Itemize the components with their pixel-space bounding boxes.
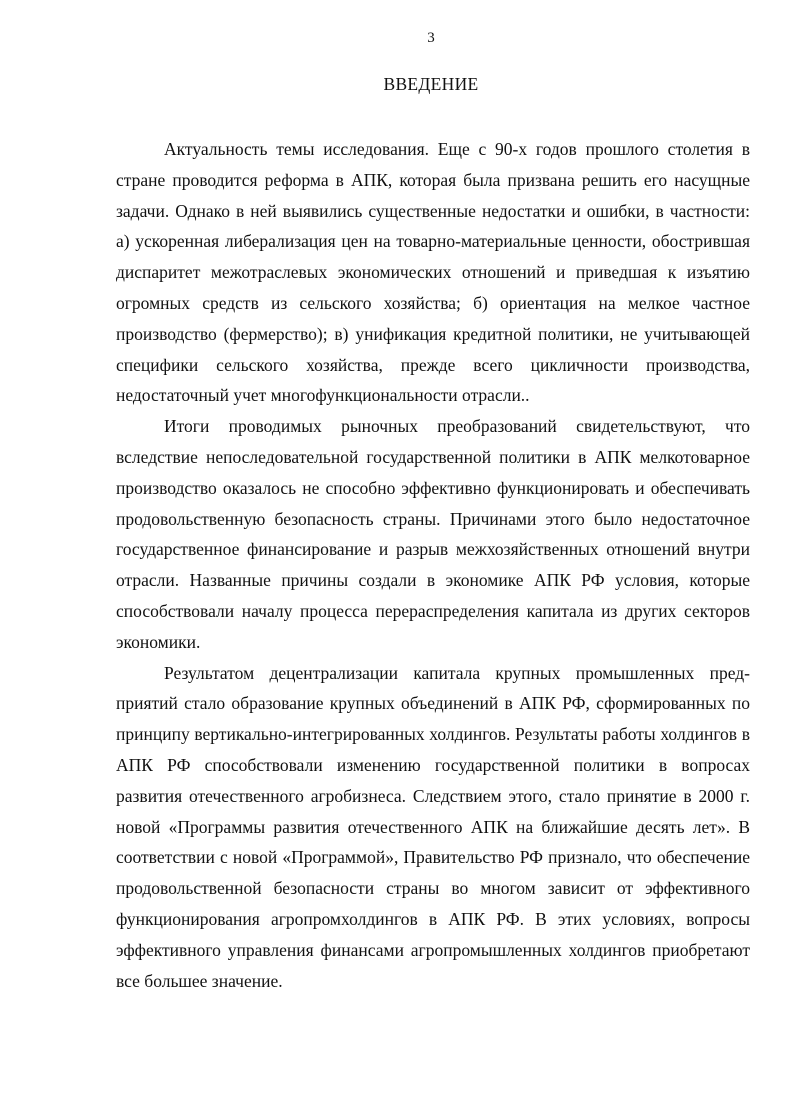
paragraph-decentralization: Результатом децентрализации капитала крупных промышленных предприятий стало образование крупных объединений в АПК РФ, сформированных по принципу вертикально-интегрированных холдингов. Результаты работы холдингов в АПК РФ способствовали изменению государственной политики в вопросах развития отечественного агробизнеса. Следствием этого, стало принятие в 2000 г. новой «Программы развития отечественного АПК на ближайшие десять лет». В соответствии с новой «Программой», Правительство РФ признало, что обеспечение продовольственной безопасности страны во многом зависит от эффективного функционирования агропромхолдингов в АПК РФ. В этих условиях, вопросы эффективного управления финансами агропромышленных холдингов приобретают все большее значение. bbox=[116, 662, 750, 991]
body-text bbox=[116, 134, 750, 996]
paragraph-relevance: Актуальность темы исследования. Еще с 90-х годов прошлого столетия в стране проводится реформа в АПК, которая была призвана решить его насущные задачи. Однако в ней выявились существенные недостатки и ошибки, в частности: а) ускоренная либерализация цен на товарно-материальные ценности, обострившая диспаритет межотраслевых экономических отношений и приведшая к изъятию огромных средств из сельского хозяйства; б) ориентация на мелкое частное производство (фермерство); в) унификация кредитной политики, не учитывающей специфики сельского хозяйства, прежде всего цикличности производства, недостаточный учет многофункциональности отрасли.. bbox=[116, 139, 750, 406]
paragraph-results: Итоги проводимых рыночных преобразований свидетельствуют, что вследствие непоследовательной государственной политики в АПК мелкотоварное производство оказалось не способно эффективно функционировать и обеспечивать продовольственную безопасность страны. Причинами этого было недостаточное государственное финансирование и разрыв межхозяйственных отношений внутри отрасли. Названные причины создали в экономике АПК РФ условия, которые способствовали началу процесса перераспределения капитала из других секторов экономики. bbox=[116, 416, 750, 652]
page-number: 3 bbox=[427, 30, 435, 46]
section-heading: ВВЕДЕНИЕ bbox=[383, 74, 479, 94]
